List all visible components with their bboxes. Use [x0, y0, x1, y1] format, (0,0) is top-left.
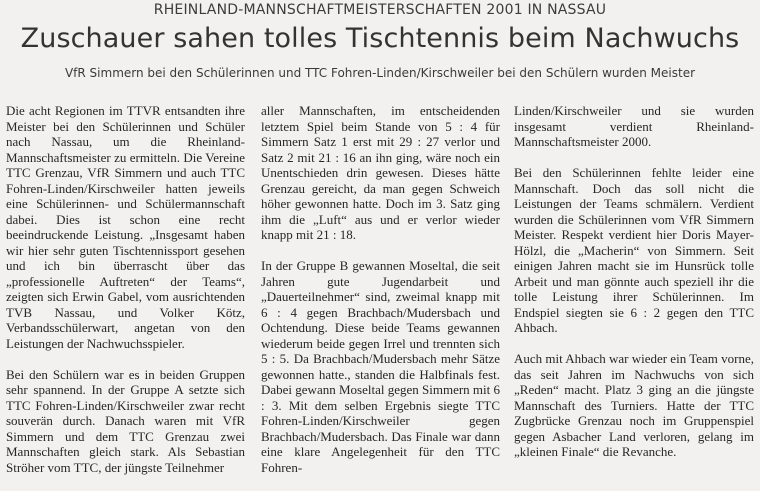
column-2 — [261, 103, 500, 491]
kicker: RHEINLAND-MANNSCHAFTMEISTERSCHAFTEN 2001 IN NASSAU — [153, 2, 607, 18]
paragraph: aller Mannschaften, im entscheidenden letztem Spiel beim Stande von 5 : 4 für Simmern Satz 1 erst mit 29 : 27 verlor und Satz 2 mit 21 : 16 an ihn ging, wäre noch ein Unentschieden drin gewesen. Dieses hätte Grenzau gereicht, da man gegen Schweich höher gewonnen hatte. Doch im 3. Satz ging ihm die „Luft“ aus und er verlor wieder knapp mit 21 : 18. — [261, 103, 500, 242]
column-1 — [6, 103, 245, 491]
paragraph: Linden/Kirschweiler und sie wurden insgesamt verdient Rheinland-Mannschaftsmeister 2000. — [514, 103, 754, 149]
paragraph: Auch mit Ahbach war wieder ein Team vorne, das seit Jahren im Nachwuchs von sich „Reden“ macht. Platz 3 ging an die jüngste Mannschaft des Turniers. Hatte der TTC Zugbrücke Grenzau noch im Gruppenspiel gegen Asbacher Land verloren, gelang im „kleinen Finale“ die Revanche. — [514, 351, 754, 459]
subheadline: VfR Simmern bei den Schülerinnen und TTC Fohren-Linden/Kirschweiler bei den Schülern wurden Meister — [64, 66, 696, 80]
paragraph: Bei den Schülerinnen fehlte leider eine Mannschaft. Doch das soll nicht die Leistungen der Teams schmälern. Verdient wurden die Schülerinnen vom VfR Simmern Meister. Respekt verdient hier Doris Mayer-Hölzl, die „Macherin“ von Simmern. Seit einigen Jahren macht sie im Hunsrück tolle Arbeit und man gönnte auch speziell ihr die tolle Leistung ihrer Schülerinnen. Im Endspiel siegten sie 6 : 2 gegen den TTC Ahbach. — [514, 165, 754, 335]
column-3 — [514, 103, 754, 475]
paragraph: Die acht Regionen im TTVR entsandten ihre Meister bei den Schülerinnen und Schüler nach Nassau, um die Rheinland-Mannschaftsmeister zu ermitteln. Die Vereine TTC Grenzau, VfR Simmern und auch TTC Fohren-Linden/Kirschweiler hatten jeweils eine Schülerinnen- und Schülermannschaft dabei. Dies ist schon eine recht beeindruckende Leistung. „Insgesamt haben wir hier sehr guten Tischtennissport gesehen und ich bin überrascht über das „professionelle Auftreten“ der Teams“, zeigten sich Erwin Gabel, vom ausrichtenden TVB Nassau, und Volker Kötz, Verbandsschülerwart, angetan von den Leistungen der Nachwuchsspieler. — [6, 103, 245, 351]
paragraph: In der Gruppe B gewannen Moseltal, die seit Jahren gute Jugendarbeit und „Dauerteilnehmer“ sind, zweimal knapp mit 6 : 4 gegen Brachbach/Mudersbach und Ochtendung. Diese beide Teams gewannen wiederum beide gegen Irrel und trennten sich 5 : 5. Da Brachbach/Mudersbach mehr Sätze gewonnen hatte., standen die Halbfinals fest. Dabei gewann Moseltal gegen Simmern mit 6 : 3. Mit dem selben Ergebnis siegte TTC Fohren-Linden/Kirschweiler gegen Brachbach/Mudersbach. Das Finale war dann eine klare Angelegenheit für den TTC Fohren- — [261, 258, 501, 475]
paragraph: Bei den Schülern war es in beiden Gruppen sehr spannend. In der Gruppe A setzte sich TTC Fohren-Linden/Kirschweiler zwar recht souverän durch. Danach waren mit VfR Simmern und dem TTC Grenzau zwei Mannschaften gleich stark. Als Sebastian Ströher vom TTC, der jüngste Teilnehmer — [6, 366, 245, 475]
headline: Zuschauer sahen tolles Tischtennis beim Nachwuchs — [20, 23, 740, 54]
